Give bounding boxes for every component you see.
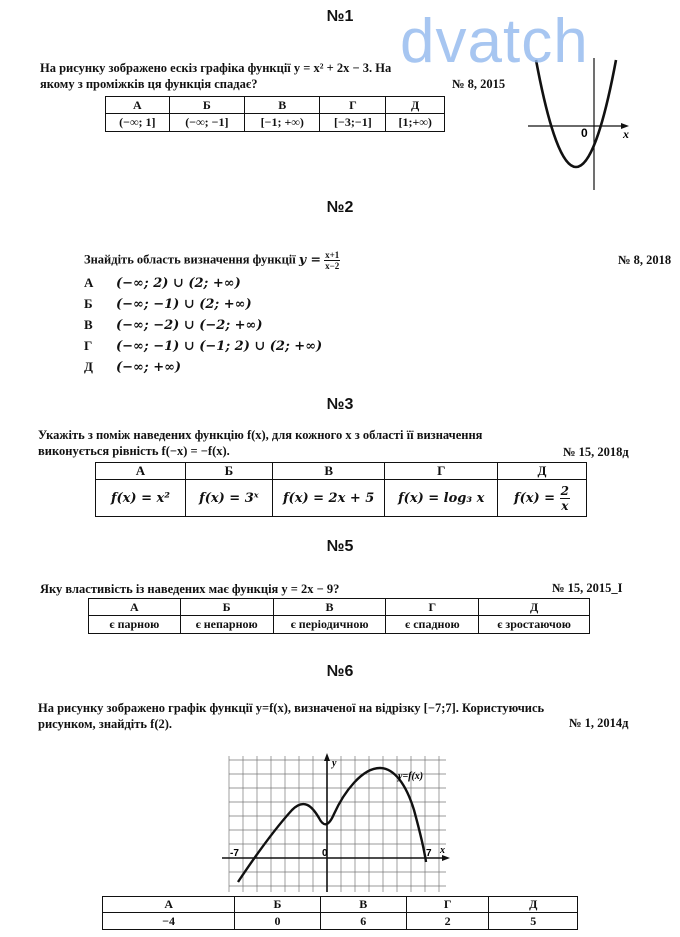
problem1-answer-table: [105, 96, 445, 132]
problem3-question-line2: виконується рівність f(−x) = −f(x).: [38, 444, 230, 458]
answer-header: Д: [386, 97, 445, 114]
answer-cell: (−∞; 1]: [106, 114, 170, 132]
option-text: (−∞; −1) ∪ (−1; 2) ∪ (2; +∞): [116, 339, 323, 354]
problem2-source: № 8, 2018: [618, 253, 672, 267]
option-text: (−∞; −1) ∪ (2; +∞): [116, 297, 252, 312]
problem5-source: № 15, 2015_I: [552, 581, 623, 595]
problem2-question-text: Знайдіть область визначення функції: [84, 252, 296, 267]
option-text: (−∞; 2) ∪ (2; +∞): [116, 276, 241, 291]
fraction-denominator: x−2: [325, 261, 340, 271]
answer-cell: є періодичною: [273, 616, 386, 634]
option-text: (−∞; −2) ∪ (−2; +∞): [116, 318, 263, 333]
answer-cell: 5: [489, 913, 578, 930]
answer-header: В: [320, 897, 406, 913]
answer-header: В: [272, 463, 385, 480]
graph-func-label: y=f(x): [398, 771, 424, 782]
problem5-question: Яку властивість із наведених має функція y = 2x − 9?: [40, 582, 340, 596]
fraction-numerator: 2: [560, 483, 569, 498]
problem3-source: № 15, 2018д: [563, 445, 629, 459]
graph-left-tick: -7: [230, 848, 239, 859]
answer-cell: f(x) = log₃ x: [385, 480, 498, 517]
answer-cell: [498, 480, 587, 517]
answer-header: Г: [406, 897, 489, 913]
option-row: [84, 272, 322, 293]
graph-origin-label: 0: [322, 848, 328, 859]
option-row: [84, 335, 322, 356]
answer-header: Д: [479, 599, 590, 616]
problem3-title: №3: [326, 396, 354, 413]
graph-right-tick: 7: [426, 848, 432, 859]
watermark: dvatch: [400, 7, 589, 76]
answer-header: А: [89, 599, 181, 616]
answer-header: А: [96, 463, 186, 480]
problem3-question: [38, 427, 648, 459]
problem5-answer-table: [88, 598, 590, 634]
answer-cell: −4: [103, 913, 235, 930]
answer-cell: 6: [320, 913, 406, 930]
option-letter: Б: [84, 296, 93, 311]
option-letter: А: [84, 275, 94, 290]
answer-header: А: [103, 897, 235, 913]
answer-header: Д: [498, 463, 587, 480]
answer-header: Д: [489, 897, 578, 913]
graph-origin-label: 0: [581, 126, 588, 140]
answer-header: Г: [385, 463, 498, 480]
fraction-numerator: x+1: [325, 250, 340, 260]
answer-header: Б: [235, 897, 320, 913]
problem1-question-line1: На рисунку зображено ескіз графіка функції y = x² + 2x − 3. На: [40, 61, 392, 75]
answer-header: В: [273, 599, 386, 616]
problem6-function-graph: [222, 752, 452, 894]
problem1-parabola-graph: [528, 58, 638, 190]
answer-cell: [−1; +∞): [245, 114, 320, 132]
answer-header: В: [245, 97, 320, 114]
answer-cell: 2: [406, 913, 489, 930]
problem1-title: №1: [326, 8, 354, 25]
answer-header: А: [106, 97, 170, 114]
answer-d-lhs: f(x) =: [514, 490, 556, 506]
answer-cell: є парною: [89, 616, 181, 634]
problem6-question: [38, 700, 648, 732]
problem6-title: №6: [326, 663, 354, 680]
answer-d-fraction: [560, 484, 570, 513]
graph-x-label: x: [440, 845, 445, 856]
problem6-question-line2: рисунком, знайдіть f(2).: [38, 717, 173, 731]
answer-header: Г: [386, 599, 479, 616]
problem5-title: №5: [326, 538, 354, 555]
graph-y-label: y: [332, 758, 337, 769]
problem1-question-line2: якому з проміжків ця функція спадає?: [40, 77, 258, 91]
answer-header: Б: [185, 463, 272, 480]
problem6-question-line1: На рисунку зображено графік функції y=f(x), визначеної на відрізку [−7;7]. Користуючись: [38, 701, 545, 715]
answer-cell: [1;+∞): [386, 114, 445, 132]
answer-cell: f(x) = x²: [96, 480, 186, 517]
option-row: [84, 293, 322, 314]
answer-cell: є спадною: [386, 616, 479, 634]
y-axis-arrow: [324, 753, 330, 761]
answer-cell: [−3;−1]: [320, 114, 386, 132]
answer-cell: f(x) = 2x + 5: [272, 480, 385, 517]
problem2-title: №2: [326, 199, 354, 216]
problem2-question: [84, 250, 340, 271]
function-curve: [238, 768, 426, 882]
answer-header: Б: [180, 599, 273, 616]
fraction-denominator: x: [561, 498, 569, 513]
answer-cell: 0: [235, 913, 320, 930]
problem2-options: [84, 272, 322, 377]
answer-header: Г: [320, 97, 386, 114]
answer-cell: (−∞; −1]: [169, 114, 244, 132]
option-row: [84, 356, 322, 377]
problem3-answer-table: [95, 462, 587, 517]
option-letter: Д: [84, 359, 93, 374]
problem1-source: № 8, 2015: [452, 77, 506, 91]
answer-cell: є непарною: [180, 616, 273, 634]
problem6-answer-table: [102, 896, 578, 930]
option-letter: Г: [84, 338, 93, 353]
answer-cell: є зростаючою: [479, 616, 590, 634]
problem6-source: № 1, 2014д: [569, 716, 629, 730]
option-row: [84, 314, 322, 335]
problem3-question-line1: Укажіть з поміж наведених функцію f(x), для кожного x з області її визначення: [38, 428, 483, 442]
answer-header: Б: [169, 97, 244, 114]
graph-x-label: x: [623, 127, 629, 141]
problem2-fraction: [324, 250, 340, 271]
problem2-func-lhs: y =: [298, 251, 321, 267]
answer-cell: f(x) = 3ˣ: [185, 480, 272, 517]
option-letter: В: [84, 317, 93, 332]
option-text: (−∞; +∞): [116, 360, 182, 375]
